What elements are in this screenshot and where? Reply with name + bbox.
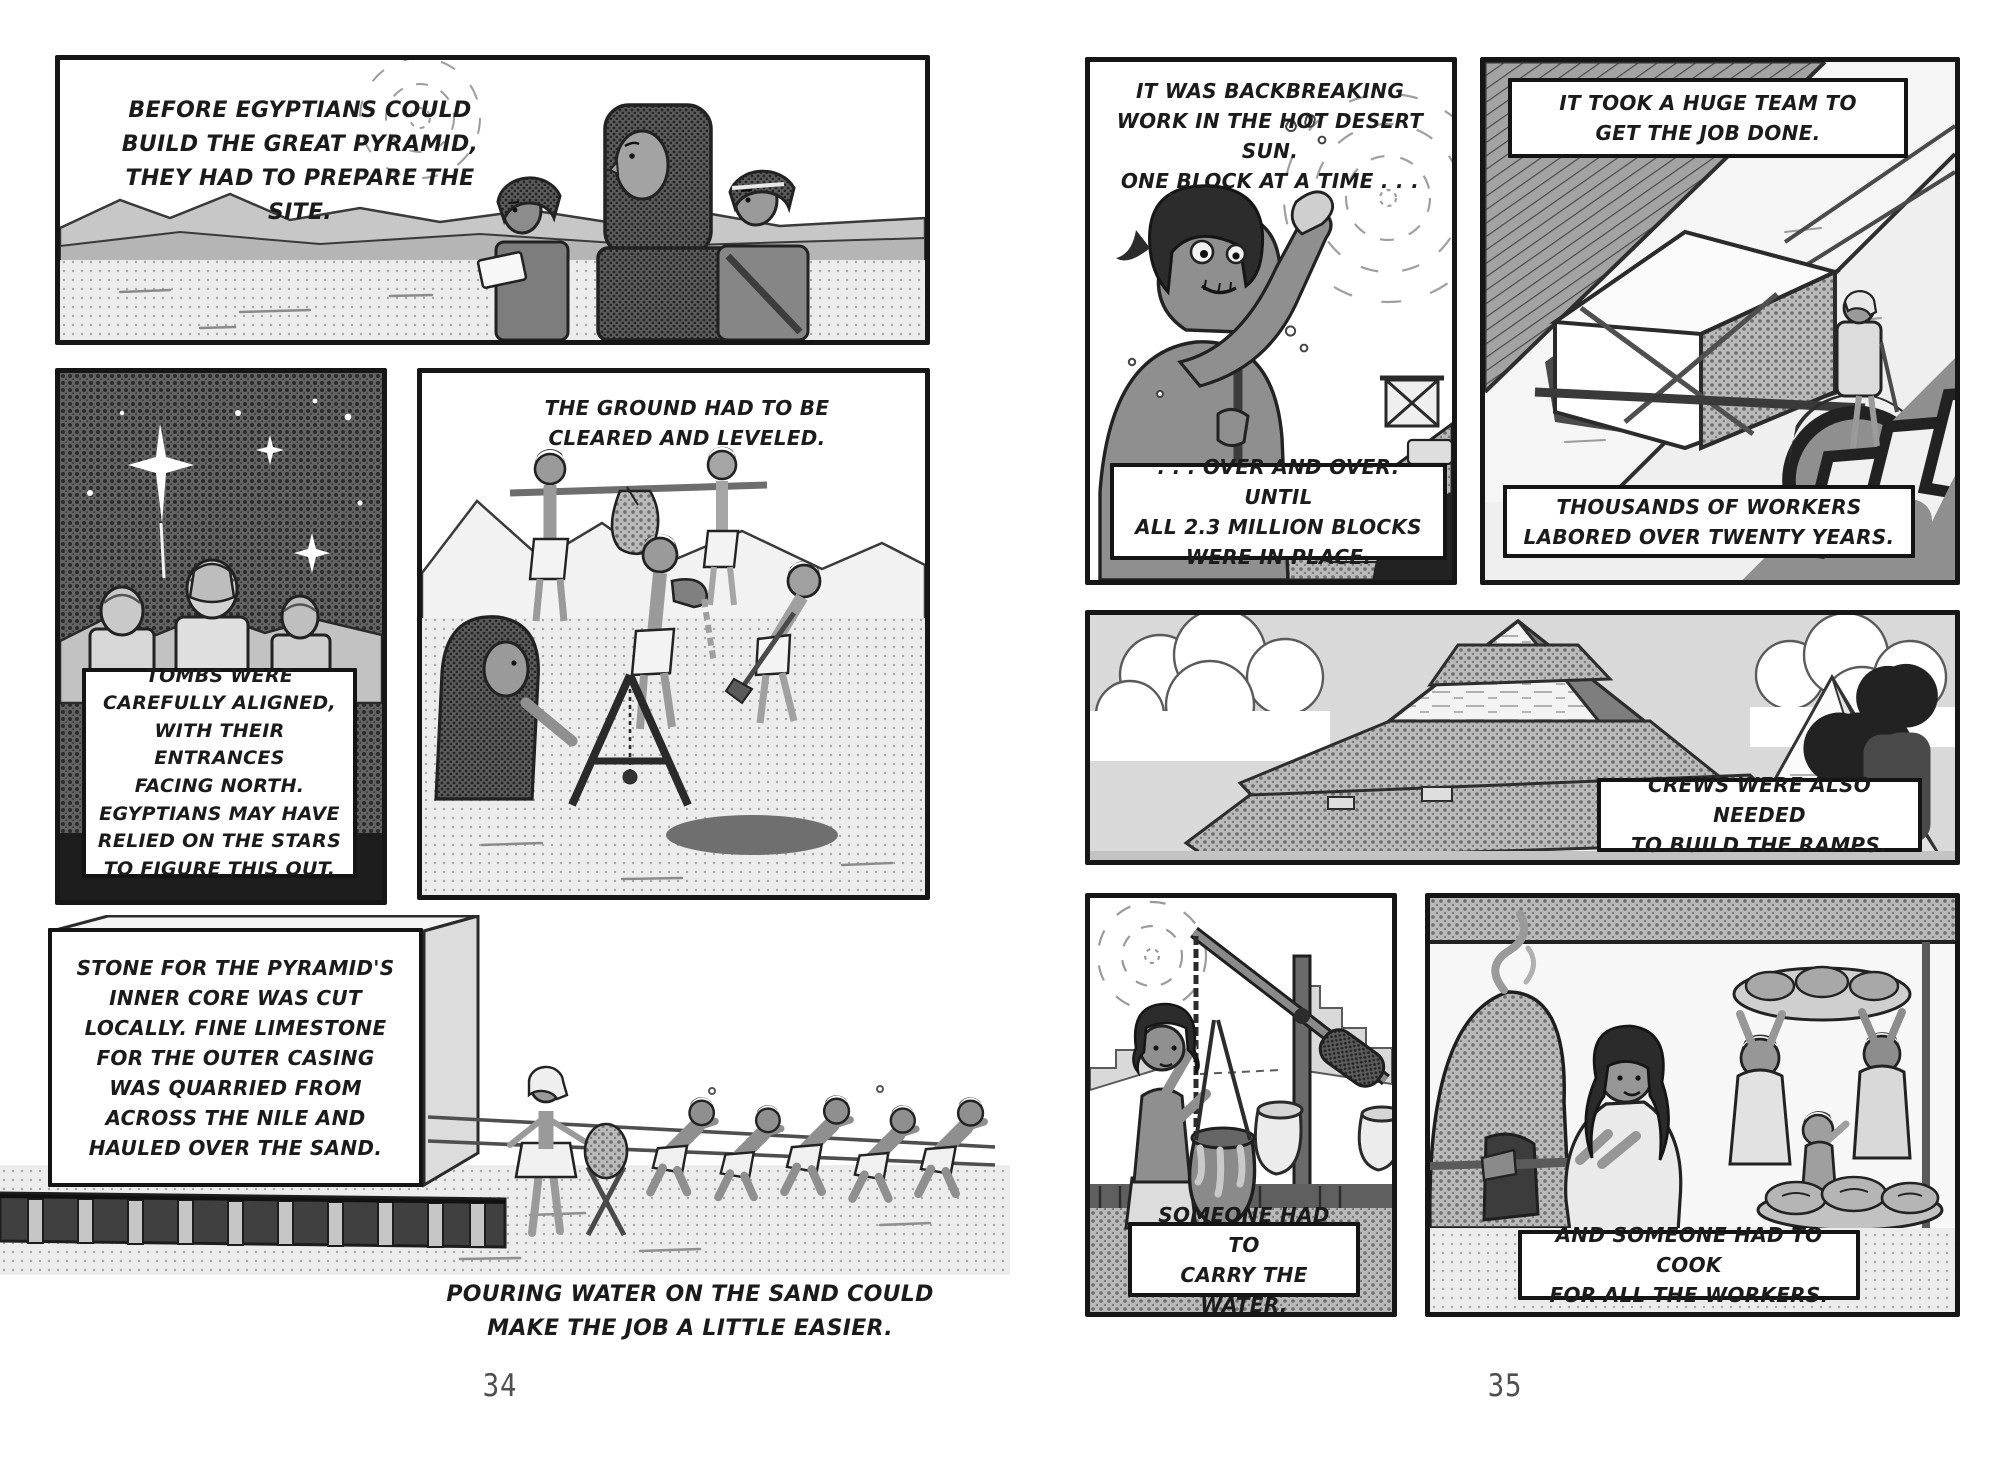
caption-cooking-text: AND SOMEONE HAD TO COOK FOR ALL THE WORKERS. — [1549, 1223, 1829, 1307]
caption-backbreaking-top — [1098, 76, 1442, 196]
panel-stone-hauling — [0, 915, 1010, 1275]
ramp-band-top — [1430, 645, 1610, 685]
panel-cooking — [1425, 893, 1960, 1317]
caption-water-carrier-text: SOMEONE HAD TO CARRY THE WATER. — [1158, 1202, 1330, 1317]
page-number-right-text: 35 — [1487, 1368, 1523, 1404]
caption-backbreaking-bottom-text: . . . OVER AND OVER. UNTIL ALL 2.3 MILLION BLOCKS WERE IN PLACE. — [1135, 454, 1422, 569]
page-number-left — [447, 1368, 553, 1404]
caption-backbreaking-top-text: IT WAS BACKBREAKING WORK IN THE HOT DESERT SUN. ONE BLOCK AT A TIME . . . — [1116, 79, 1424, 193]
caption-huge-team-bottom-box — [1503, 485, 1915, 558]
panel-ground-leveling — [417, 368, 930, 900]
page-number-left-text: 34 — [482, 1368, 518, 1404]
panel-ramps — [1085, 610, 1960, 865]
caption-huge-team-top-box — [1508, 78, 1908, 158]
caption-star-alignment-box — [82, 664, 357, 880]
caption-water-carrier-box — [1128, 1202, 1360, 1317]
panel-huge-team — [1480, 57, 1960, 585]
caption-ramps-text: CREWS WERE ALSO NEEDED TO BUILD THE RAMPS. — [1631, 773, 1888, 857]
panel-backbreaking-work — [1085, 57, 1457, 585]
caption-site-survey — [90, 94, 510, 230]
caption-star-alignment-text: TOMBS WERE CAREFULLY ALIGNED, WITH THEIR ENTRANCES FACING NORTH. EGYPTIANS MAY HAVE RELIED ON THE STARS TO FIGURE THIS OUT. — [97, 664, 342, 880]
caption-pouring-water — [420, 1278, 960, 1346]
scaffold-tower — [1380, 378, 1444, 426]
caption-backbreaking-bottom-box — [1110, 454, 1447, 569]
caption-huge-team-bottom-text: THOUSANDS OF WORKERS LABORED OVER TWENTY YEARS. — [1523, 494, 1895, 549]
caption-ground-leveling — [477, 393, 897, 453]
panel-water-carrier — [1085, 893, 1397, 1317]
caption-cooking-box — [1518, 1223, 1860, 1307]
caption-huge-team-top-text: IT TOOK A HUGE TEAM TO GET THE JOB DONE. — [1559, 91, 1857, 145]
caption-stone-hauling-box — [48, 928, 423, 1187]
caption-ramps-box — [1597, 773, 1922, 857]
panel-star-alignment — [55, 368, 387, 905]
caption-pouring-water-text: POURING WATER ON THE SAND COULD MAKE THE JOB A LITTLE EASIER. — [446, 1282, 934, 1342]
page-number-right — [1452, 1368, 1558, 1404]
caption-stone-hauling-text: STONE FOR THE PYRAMID'S INNER CORE WAS CUT LOCALLY. FINE LIMESTONE FOR THE OUTER CASING WAS QUARRIED FROM ACROSS THE NILE AND HAULED OVER THE SAND. — [76, 955, 395, 1160]
caption-site-survey-text: BEFORE EGYPTIANS COULD BUILD THE GREAT PYRAMID, THEY HAD TO PREPARE THE SITE. — [121, 98, 479, 226]
caption-ground-leveling-text: THE GROUND HAD TO BE CLEARED AND LEVELED. — [544, 396, 830, 450]
wet-patch — [666, 815, 838, 855]
sledge-track — [0, 1193, 505, 1247]
panel-site-survey — [55, 55, 930, 345]
canopy — [1430, 898, 1955, 942]
